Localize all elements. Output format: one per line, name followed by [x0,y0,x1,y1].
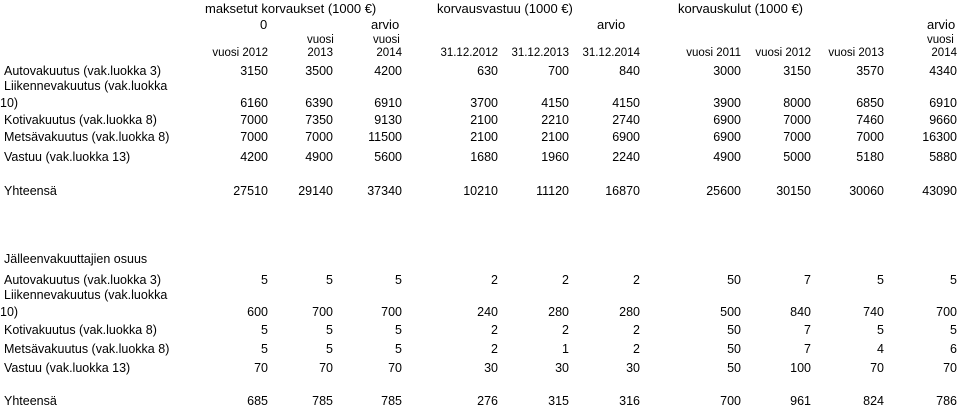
row-label: Vastuu (vak.luokka 13) [4,361,131,375]
total-cell: 824 [863,394,884,408]
table-cell: 5 [877,323,884,337]
row-label: Metsävakuutus (vak.luokka 8) [4,130,170,144]
section-title-reinsurance: Jälleenvakuuttajien osuus [4,252,148,266]
total-cell: 10210 [463,184,498,198]
table-cell: 6900 [713,113,741,127]
table-cell: 1 [562,342,569,356]
total-cell: 43090 [922,184,957,198]
table-cell: 6900 [612,130,640,144]
header-zero: 0 [260,17,268,32]
table-cell: 30 [484,361,498,375]
table-cell: 5880 [929,150,957,164]
table-cell: 6910 [374,96,402,110]
table-cell: 11500 [368,130,402,144]
table-cell: 280 [548,305,569,319]
table-cell: 4200 [374,64,402,78]
total-label: Yhteensä [4,394,57,408]
table-cell: 5 [950,273,957,287]
table-cell: 6390 [305,96,333,110]
header-year: vuosi [927,34,954,46]
table-cell: 50 [727,342,741,356]
table-cell: 5 [877,273,884,287]
table-cell: 4900 [305,150,333,164]
table-cell: 2740 [612,113,640,127]
total-cell: 30150 [776,184,811,198]
row-label: Autovakuutus (vak.luokka 3) [4,64,162,78]
table-cell: 2 [633,342,640,356]
table-cell: 3150 [240,64,268,78]
table-cell: 500 [720,305,741,319]
row-label: Liikennevakuutus (vak.luokka [4,79,168,93]
table-cell: 700 [381,305,402,319]
table-cell: 4150 [541,96,569,110]
column-header: 2013 [307,47,333,59]
table-cell: 5 [950,323,957,337]
table-cell: 700 [312,305,333,319]
total-cell: 30060 [849,184,884,198]
table-cell: 5 [395,323,402,337]
table-cell: 2100 [470,113,498,127]
table-cell: 4 [877,342,884,356]
table-cell: 50 [727,323,741,337]
group-header-reserve: korvausvastuu (1000 €) [437,1,573,16]
table-cell: 5 [326,273,333,287]
header-estimate: arvio [371,17,400,32]
group-header-paid: maksetut korvaukset (1000 €) [205,1,377,16]
group-header-costs: korvauskulut (1000 €) [678,1,804,16]
table-cell: 7460 [856,113,884,127]
total-cell: 29140 [298,184,333,198]
column-header: 2014 [931,47,957,59]
table-cell: 6850 [856,96,884,110]
table-cell: 2 [491,342,498,356]
table-cell: 2 [633,273,640,287]
header-estimate: arvio [927,17,956,32]
table-cell: 280 [619,305,640,319]
table-cell: 2240 [612,150,640,164]
table-cell: 3150 [783,64,811,78]
table-cell: 5 [326,342,333,356]
table-cell: 7350 [305,113,333,127]
total-cell: 25600 [706,184,741,198]
table-cell: 5 [395,342,402,356]
table-cell: 240 [477,305,498,319]
table-cell: 7 [804,323,811,337]
table-cell: 2100 [541,130,569,144]
table-cell: 5 [395,273,402,287]
table-cell: 700 [548,64,569,78]
table-cell: 7000 [856,130,884,144]
table-cell: 2 [491,273,498,287]
row-label: Metsävakuutus (vak.luokka 8) [4,342,170,356]
header-estimate: arvio [597,17,626,32]
table-cell: 840 [619,64,640,78]
table-cell: 1680 [470,150,498,164]
table-cell: 7000 [783,130,811,144]
table-cell: 50 [727,273,741,287]
table-cell: 5000 [783,150,811,164]
table-cell: 70 [870,361,884,375]
table-cell: 100 [790,361,811,375]
table-cell: 630 [477,64,498,78]
table-cell: 5 [261,273,268,287]
table-cell: 5600 [374,150,402,164]
column-header: vuosi 2012 [755,47,811,59]
row-label: 10) [0,96,19,110]
total-cell: 785 [381,394,402,408]
table-cell: 2210 [541,113,569,127]
table-cell: 3900 [713,96,741,110]
table-cell: 3500 [305,64,333,78]
column-header: 2014 [376,47,402,59]
row-label: Autovakuutus (vak.luokka 3) [4,273,162,287]
table-cell: 5 [261,323,268,337]
table-cell: 16300 [922,130,957,144]
table-cell: 7 [804,273,811,287]
table-cell: 5180 [856,150,884,164]
table-cell: 3000 [713,64,741,78]
header-year: vuosi [373,34,400,46]
table-cell: 30 [555,361,569,375]
table-cell: 70 [943,361,957,375]
table-cell: 6160 [240,96,268,110]
header-year: vuosi [307,34,334,46]
column-header: vuosi 2011 [686,47,741,59]
total-cell: 685 [247,394,268,408]
table-cell: 7000 [783,113,811,127]
row-label: 10) [0,305,19,319]
table-cell: 5 [326,323,333,337]
total-cell: 700 [720,394,741,408]
table-cell: 740 [863,305,884,319]
table-cell: 2 [562,323,569,337]
table-cell: 7 [804,342,811,356]
total-cell: 785 [312,394,333,408]
table-cell: 700 [936,305,957,319]
row-label: Kotivakuutus (vak.luokka 8) [4,113,157,127]
table-cell: 6900 [713,130,741,144]
total-cell: 315 [548,394,569,408]
table-cell: 7000 [305,130,333,144]
table-cell: 4150 [612,96,640,110]
table-cell: 9130 [374,113,402,127]
table-cell: 600 [247,305,268,319]
table-cell: 1960 [541,150,569,164]
total-cell: 316 [619,394,640,408]
table-cell: 4900 [713,150,741,164]
table-cell: 3700 [470,96,498,110]
table-cell: 70 [319,361,333,375]
total-cell: 16870 [605,184,640,198]
table-cell: 2 [562,273,569,287]
table-cell: 70 [388,361,402,375]
column-header: vuosi 2013 [828,47,884,59]
table-cell: 2 [633,323,640,337]
total-label: Yhteensä [4,184,57,198]
column-header: 31.12.2012 [440,47,498,59]
table-cell: 50 [727,361,741,375]
table-cell: 2 [491,323,498,337]
table-cell: 7000 [240,113,268,127]
total-cell: 11120 [536,184,569,198]
table-cell: 2100 [470,130,498,144]
table-cell: 6910 [929,96,957,110]
total-cell: 786 [936,394,957,408]
total-cell: 37340 [367,184,402,198]
total-cell: 27510 [233,184,268,198]
table-cell: 3570 [856,64,884,78]
row-label: Kotivakuutus (vak.luokka 8) [4,323,157,337]
column-header: 31.12.2014 [582,47,640,59]
table-cell: 4200 [240,150,268,164]
table-cell: 9660 [929,113,957,127]
row-label: Liikennevakuutus (vak.luokka [4,288,168,302]
table-cell: 6 [950,342,957,356]
table-cell: 8000 [783,96,811,110]
table-cell: 30 [626,361,640,375]
table-cell: 4340 [929,64,957,78]
table-cell: 840 [790,305,811,319]
total-cell: 961 [790,394,811,408]
table-cell: 5 [261,342,268,356]
column-header: vuosi 2012 [212,47,268,59]
table-cell: 70 [254,361,268,375]
table-cell: 7000 [240,130,268,144]
row-label: Vastuu (vak.luokka 13) [4,150,131,164]
column-header: 31.12.2013 [511,47,569,59]
total-cell: 276 [477,394,498,408]
